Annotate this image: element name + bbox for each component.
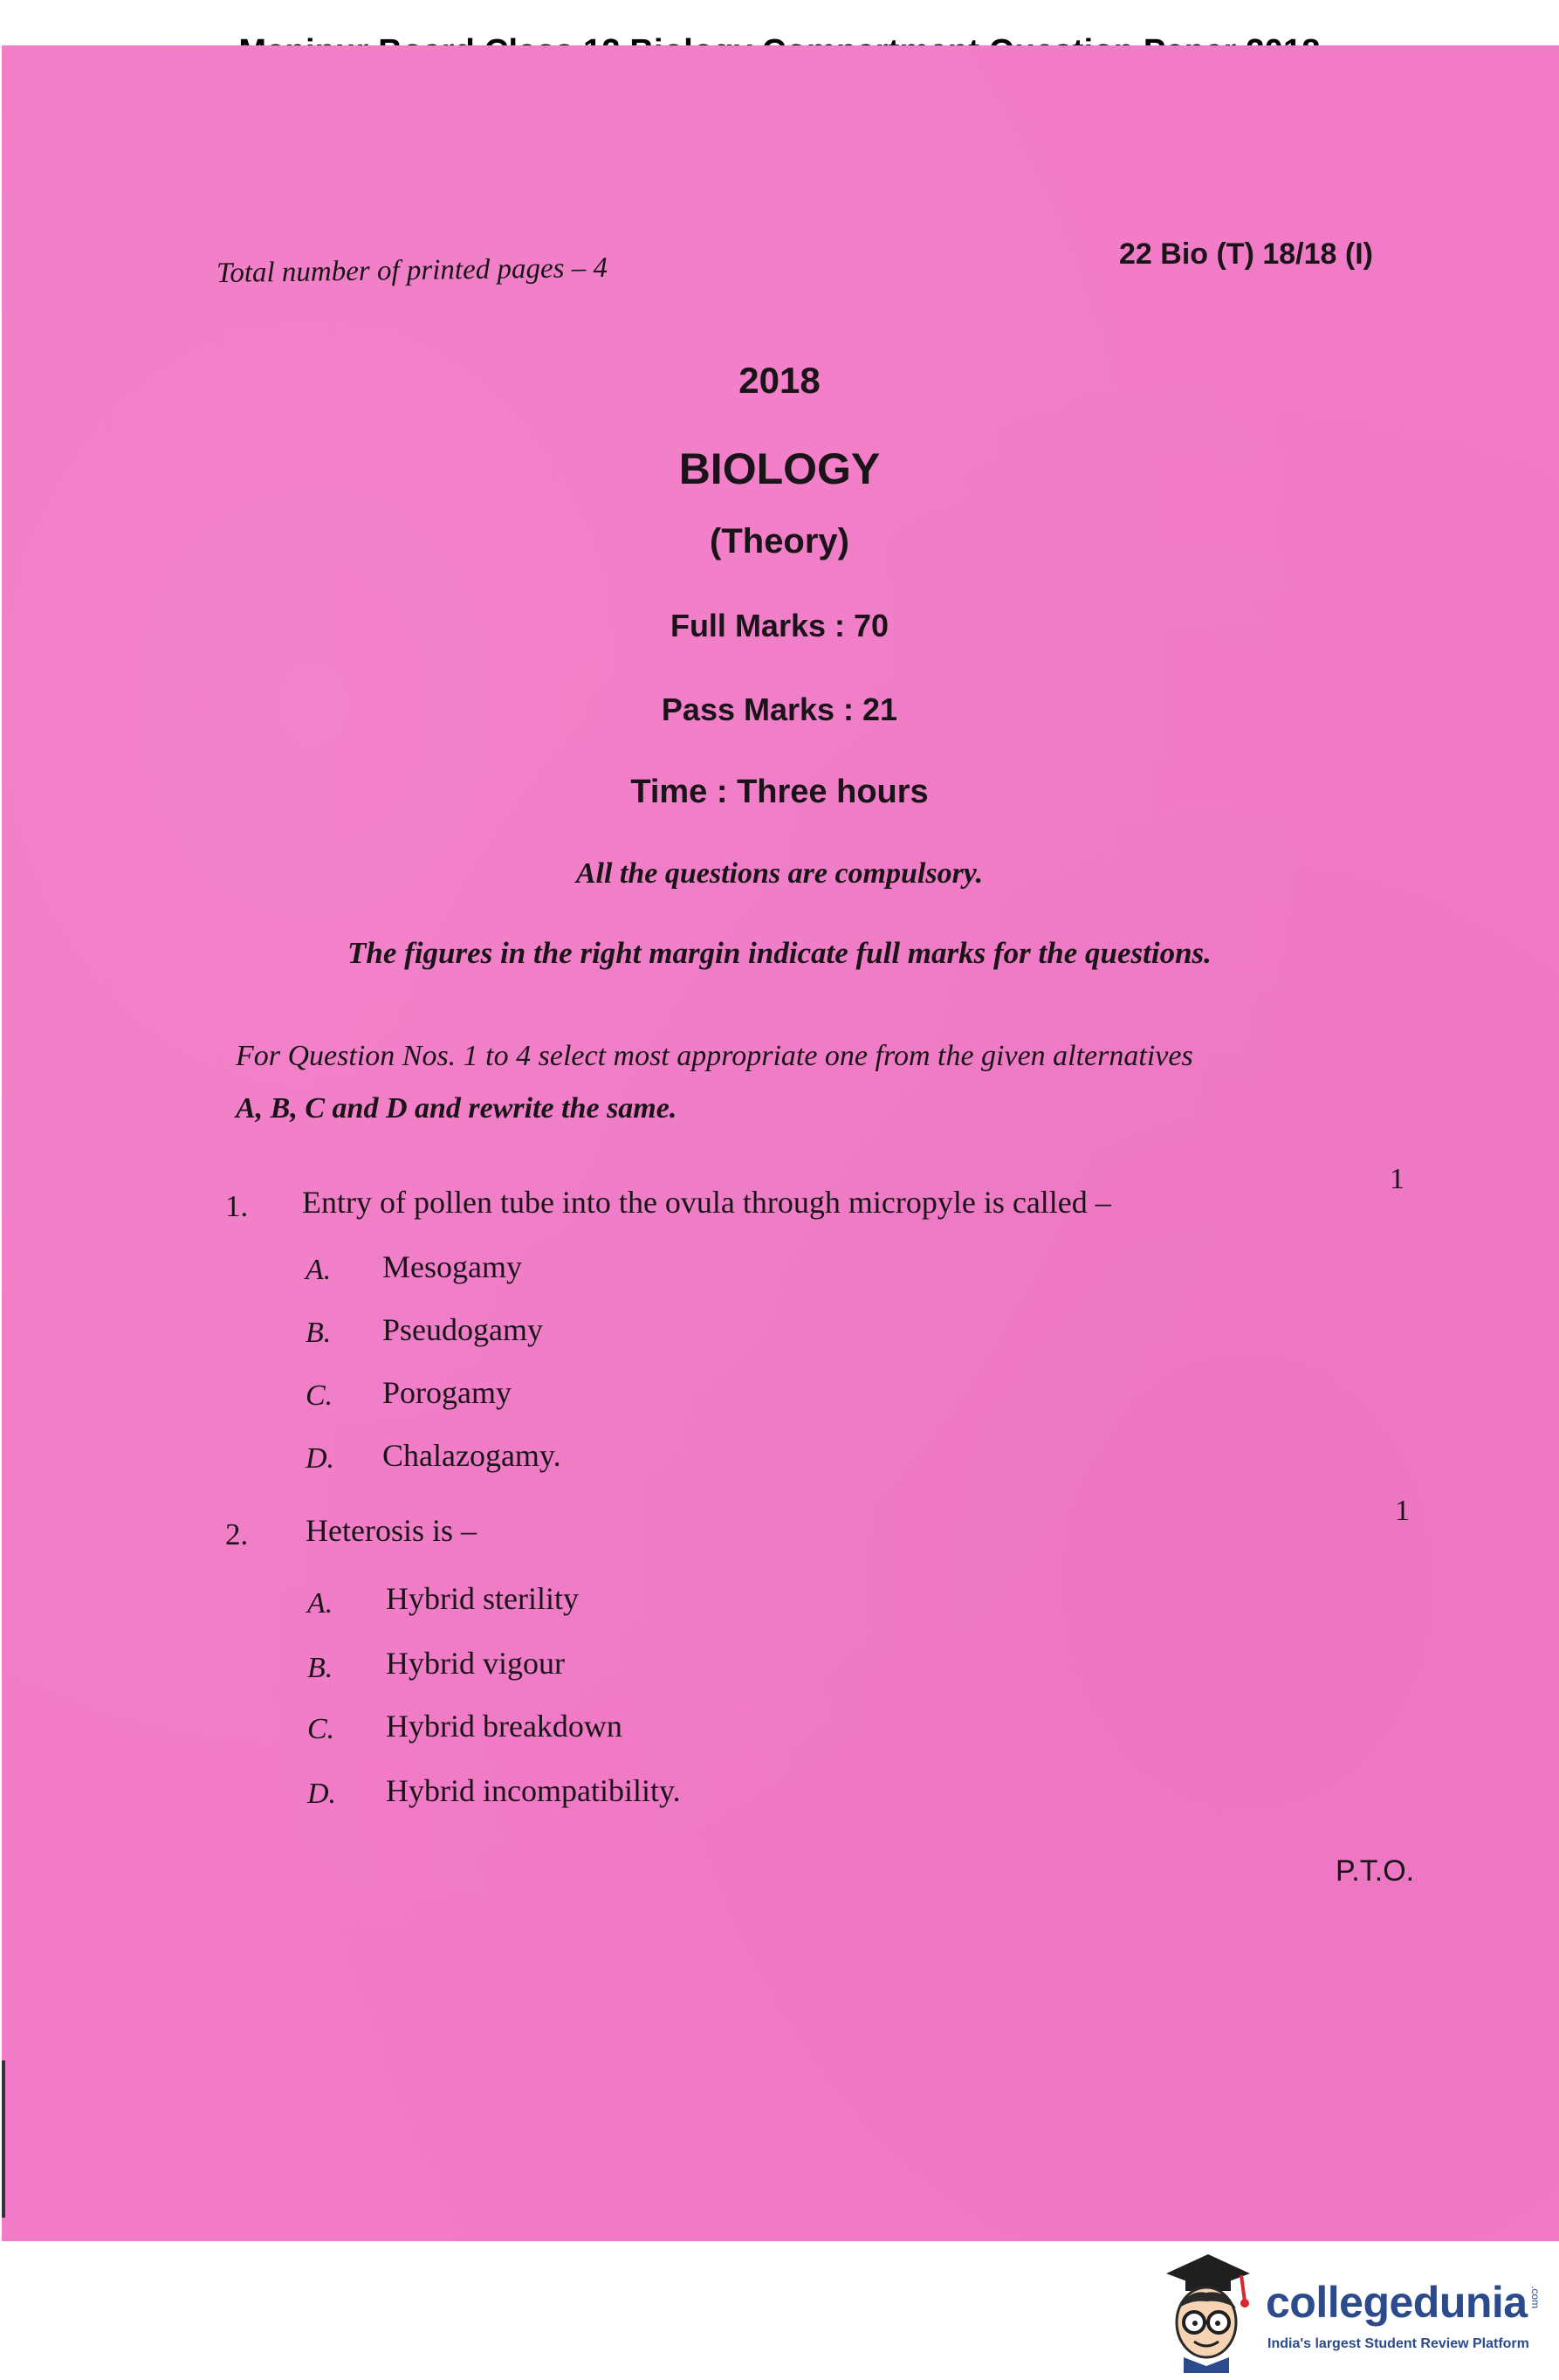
option-text: Hybrid incompatibility. bbox=[386, 1773, 681, 1808]
option-letter: A. bbox=[306, 1254, 332, 1286]
option-letter: B. bbox=[306, 1317, 332, 1349]
collegedunia-logo[interactable] bbox=[1154, 2249, 1542, 2380]
instruction-block bbox=[236, 1030, 1423, 1135]
question-text: Entry of pollen tube into the ovula through micropyle is called – bbox=[302, 1185, 1111, 1220]
option-letter: D. bbox=[307, 1778, 337, 1810]
paper-type: (Theory) bbox=[710, 522, 849, 561]
question-text: Heterosis is – bbox=[306, 1513, 477, 1548]
paper-code: 22 Bio (T) 18/18 (I) bbox=[1119, 237, 1373, 271]
option-text: Chalazogamy. bbox=[382, 1438, 561, 1473]
question-marks: 1 bbox=[1395, 1495, 1410, 1527]
compulsory-note: All the questions are compulsory. bbox=[575, 857, 984, 890]
exam-time: Time : Three hours bbox=[630, 774, 929, 810]
full-marks: Full Marks : 70 bbox=[670, 608, 889, 643]
please-turn-over: P.T.O. bbox=[1336, 1854, 1415, 1888]
option-letter: C. bbox=[307, 1713, 335, 1745]
exam-year: 2018 bbox=[738, 360, 821, 401]
subject-title: BIOLOGY bbox=[678, 444, 881, 493]
pass-marks: Pass Marks : 21 bbox=[661, 691, 898, 727]
option-letter: C. bbox=[306, 1379, 333, 1412]
student-mascot-icon bbox=[1154, 2251, 1257, 2373]
option-text: Pseudogamy bbox=[382, 1312, 543, 1347]
logo-wordmark: collegedunia bbox=[1266, 2278, 1528, 2327]
logo-domain: .com bbox=[1529, 2286, 1542, 2309]
option-letter: D. bbox=[306, 1442, 335, 1475]
logo-tagline: India's largest Student Review Platform bbox=[1267, 2336, 1529, 2351]
option-text: Hybrid sterility bbox=[386, 1581, 579, 1616]
option-text: Hybrid vigour bbox=[386, 1646, 565, 1681]
question-number: 2. bbox=[225, 1517, 249, 1551]
question-number: 1. bbox=[225, 1189, 249, 1223]
instruction-line-1: For Question Nos. 1 to 4 select most appropriate one from the given alternatives bbox=[236, 1040, 1193, 1072]
printed-pages-note: Total number of printed pages – 4 bbox=[216, 251, 608, 290]
option-letter: A. bbox=[307, 1587, 333, 1620]
question-marks: 1 bbox=[1390, 1163, 1404, 1195]
scan-edge-mark bbox=[2, 2060, 5, 2218]
figures-note: The figures in the right margin indicate full marks for the questions. bbox=[347, 936, 1212, 970]
instruction-line-2: A, B, C and D and rewrite the same. bbox=[236, 1092, 677, 1125]
option-text: Porogamy bbox=[382, 1375, 512, 1410]
option-letter: B. bbox=[307, 1652, 333, 1684]
option-text: Hybrid breakdown bbox=[386, 1709, 622, 1744]
option-text: Mesogamy bbox=[382, 1249, 522, 1284]
